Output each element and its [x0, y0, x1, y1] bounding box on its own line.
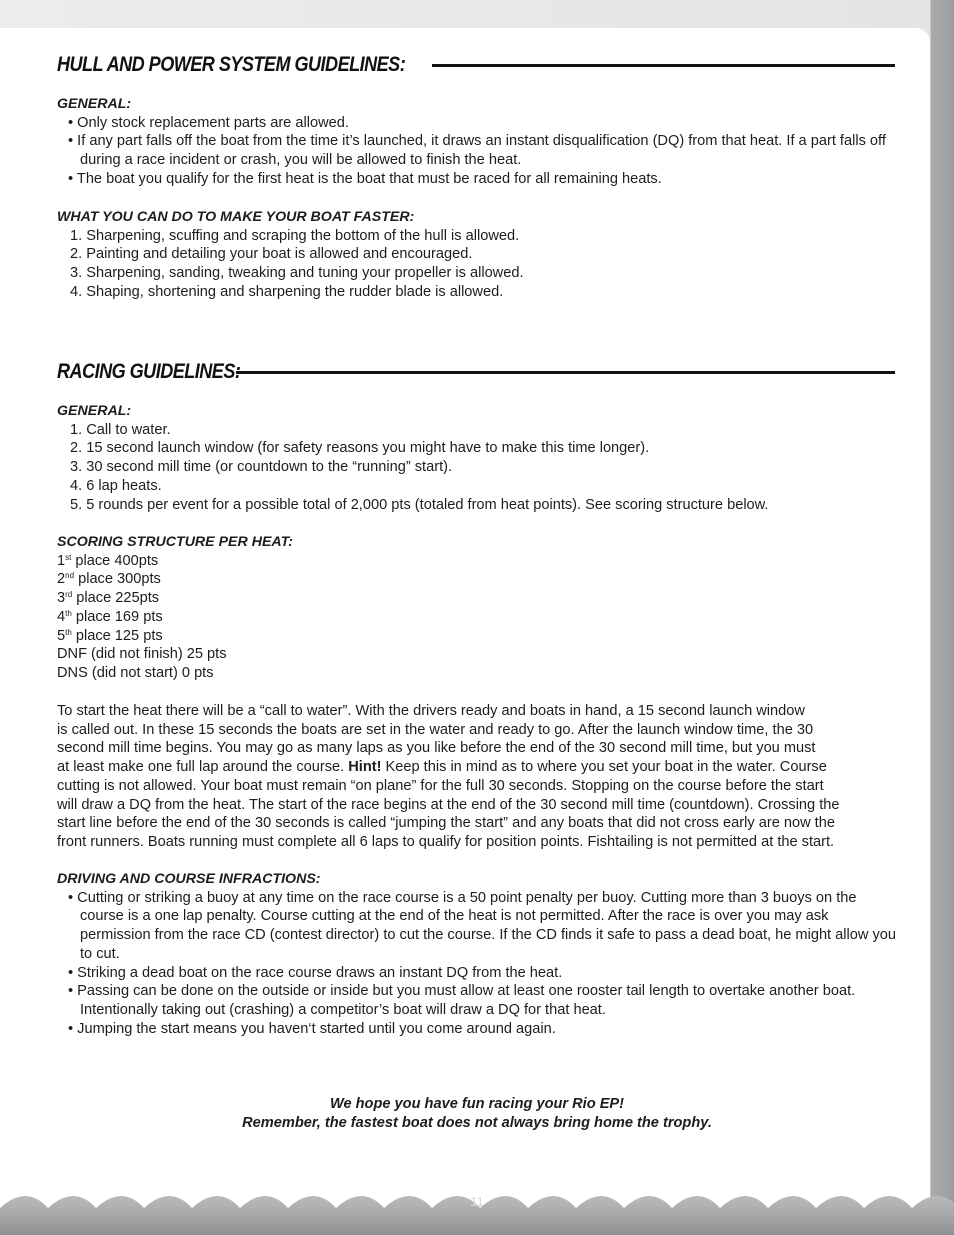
paragraph-line: will draw a DQ from the heat. The start of the race begins at the end of the 30 second mill time (countdown). Crossing the — [57, 796, 840, 813]
hull-general — [57, 95, 897, 189]
list-item: 4. Shaping, shortening and sharpening the rudder blade is allowed. — [70, 283, 504, 300]
hull-general-heading: GENERAL: — [57, 96, 132, 112]
list-item: • Jumping the start means you haven‘t started until you come around again. — [68, 1020, 556, 1037]
scoring-row: 2nd place 300pts — [57, 571, 161, 588]
scoring-row: 5th place 125 pts — [57, 627, 163, 644]
racing-general — [57, 402, 897, 514]
paragraph-line: at least make one full lap around the course. Hint! Keep this in mind as to where you set your boat in the water. Course — [57, 759, 827, 776]
paragraph-line: To start the heat there will be a “call to water”. With the drivers ready and boats in hand, a 15 second launch window — [57, 703, 805, 719]
scoring-row: 1st place 400pts — [57, 552, 159, 569]
scoring-row: 3rd place 225pts — [57, 590, 160, 607]
list-item: 5. 5 rounds per event for a possible total of 2,000 pts (totaled from heat points). See scoring structure below. — [70, 496, 769, 513]
list-item: • Only stock replacement parts are allowed. — [68, 114, 349, 131]
paragraph-line: start line before the end of the 30 seconds is called “jumping the start” and any boats that did not cross early are now the — [57, 815, 835, 832]
racing-general-heading: GENERAL: — [57, 403, 132, 419]
paragraph-line: second mill time begins. You may go as many laps as you like before the end of the 30 second mill time, but you must — [57, 740, 816, 757]
list-item: 3. 30 second mill time (or countdown to the “running” start). — [70, 459, 453, 476]
scoring-heading: SCORING STRUCTURE PER HEAT: — [57, 534, 293, 550]
start-paragraph — [57, 702, 902, 852]
racing-section-title — [57, 360, 895, 384]
list-item: 2. Painting and detailing your boat is allowed and encouraged. — [70, 246, 473, 263]
paragraph-line: front runners. Boats running must complete all 6 laps to qualify for position points. Fishtailing is not permitted at the start. — [57, 833, 835, 850]
infractions-heading: DRIVING AND COURSE INFRACTIONS: — [57, 871, 321, 887]
hull-faster — [57, 208, 897, 302]
list-item: 3. Sharpening, sanding, tweaking and tuning your propeller is allowed. — [70, 265, 524, 282]
racing-title: RACING GUIDELINES: — [57, 360, 241, 383]
list-item: 1. Sharpening, scuffing and scraping the bottom of the hull is allowed. — [70, 227, 520, 244]
scoring-row: DNS (did not start) 0 pts — [57, 664, 214, 681]
scoring-structure — [57, 533, 897, 683]
list-item: 2. 15 second launch window (for safety reasons you might have to make this time longer). — [70, 440, 650, 457]
list-item: 4. 6 lap heats. — [70, 477, 162, 494]
closing-line: We hope you have fun racing your Rio EP! — [329, 1096, 625, 1112]
list-item: • Cutting or striking a buoy at any time on the race course is a 50 point penalty per buoy. Cutting more than 3 buoys on the course is a one lap penalty. Course cutting at the end of the heat is not permitted. After the race is over you may ask permission from the race CD (contest director) to cut the course. If the CD finds it safe to pass a dead boat, he might allow you to cut. — [68, 889, 897, 962]
hull-faster-heading: WHAT YOU CAN DO TO MAKE YOUR BOAT FASTER: — [57, 209, 415, 225]
infractions — [57, 870, 897, 1038]
list-item: • The boat you qualify for the first heat is the boat that must be raced for all remaining heats. — [68, 170, 662, 187]
list-item: • Passing can be done on the outside or inside but you must allow at least one rooster tail length to overtake another boat. Intentionally taking out (crashing) a competitor’s boat will draw a DQ for that heat. — [68, 983, 856, 1018]
scoring-row: DNF (did not finish) 25 pts — [57, 646, 227, 663]
scoring-row: 4th place 169 pts — [57, 608, 163, 625]
title-rule — [236, 371, 895, 374]
list-item: 1. Call to water. — [70, 421, 171, 438]
paragraph-line: cutting is not allowed. Your boat must remain “on plane” for the full 30 seconds. Stopping on the course before the start — [57, 777, 824, 794]
title-rule — [432, 64, 895, 67]
list-item: • Striking a dead boat on the race course draws an instant DQ from the heat. — [68, 964, 563, 981]
paragraph-line: is called out. In these 15 seconds the boats are set in the water and ready to go. After the launch window time, the 30 — [57, 721, 814, 738]
hull-title: HULL AND POWER SYSTEM GUIDELINES: — [57, 53, 406, 76]
page-number: 11 — [470, 1194, 484, 1209]
closing-message — [0, 1095, 954, 1133]
hull-section-title — [57, 53, 895, 77]
closing-line: Remember, the fastest boat does not always bring home the trophy. — [242, 1115, 712, 1131]
hint-label: Hint! — [348, 759, 382, 776]
list-item: • If any part falls off the boat from the time it’s launched, it draws an instant disqualification (DQ) from that heat. If a part falls off during a race incident or crash, you will be allowed to finish the heat. — [68, 133, 886, 169]
